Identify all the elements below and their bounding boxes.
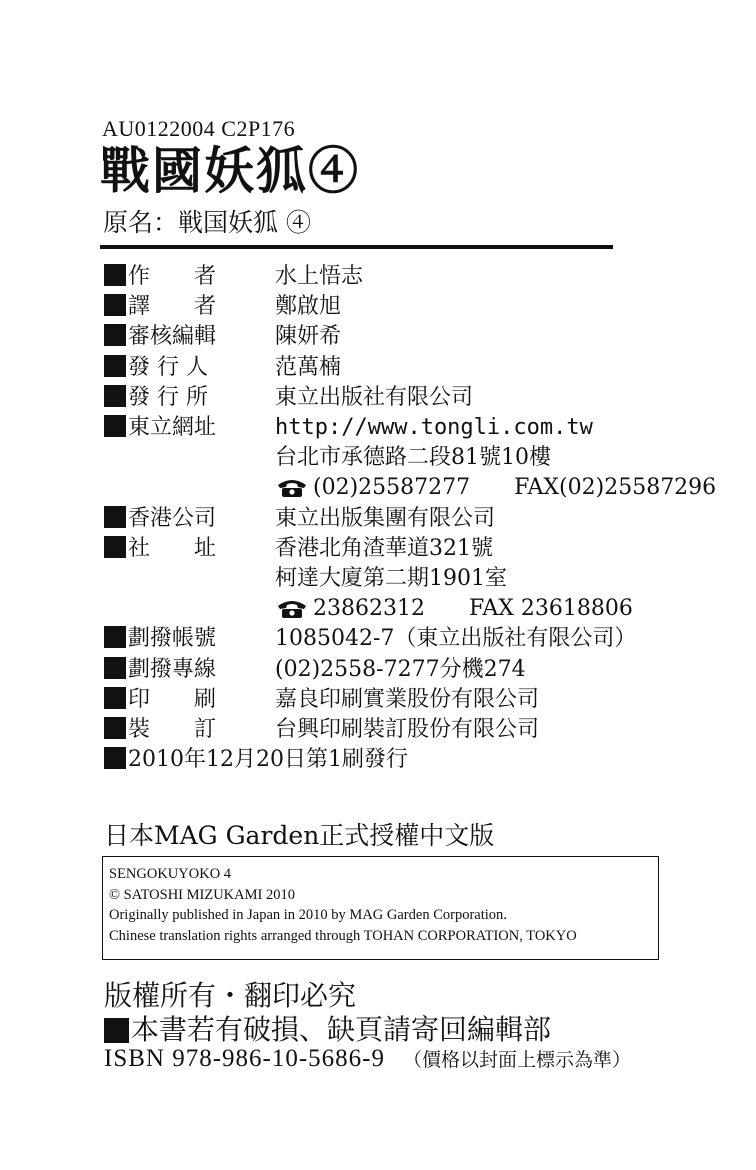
credit-label (104, 745, 408, 775)
credit-value-text: 23862312 FAX 23618806 (313, 596, 633, 622)
credit-value (275, 353, 341, 383)
black-square-icon (104, 626, 126, 648)
credit-value-text: 柯達大廈第二期1901室 (275, 566, 507, 591)
isbn: ISBN 978-986-10-5686-9 (104, 1045, 386, 1072)
credit-value-text: 1085042-7（東立出版社有限公司） (275, 626, 637, 652)
black-square-icon (104, 717, 126, 739)
isbn-row (104, 1045, 631, 1073)
credit-value (275, 413, 593, 443)
credit-value (275, 262, 363, 292)
black-square-icon (104, 415, 126, 437)
credit-value-text: 水上悟志 (275, 264, 364, 289)
credit-label (104, 262, 229, 292)
credit-label (104, 624, 229, 654)
rights-notice: 版權所有・翻印必究 (104, 979, 357, 1012)
black-square-icon (104, 355, 126, 377)
black-square-icon (104, 264, 126, 286)
credit-label (104, 534, 229, 564)
credit-label-text: 審核編輯 (128, 324, 217, 350)
credit-value (275, 504, 495, 534)
black-square-icon (104, 1018, 129, 1043)
book-title: 戰國妖狐④ (100, 141, 360, 200)
price-note: （價格以封面上標示為準） (403, 1049, 632, 1071)
credit-value (275, 443, 551, 473)
copyright-line: © SATOSHI MIZUKAMI 2010 (109, 886, 295, 903)
credit-label (104, 383, 229, 413)
original-title: 原名：戦国妖狐 ④ (103, 208, 311, 237)
black-square-icon (104, 294, 126, 316)
credit-label (104, 715, 229, 745)
product-code: AU0122004 C2P176 (102, 116, 296, 141)
credit-value-text: 東立出版集團有限公司 (275, 505, 496, 531)
credit-value-text: 台興印刷裝訂股份有限公司 (275, 717, 540, 742)
copyright-line: SENGOKUYOKO 4 (109, 866, 232, 882)
credit-value (275, 383, 473, 413)
black-square-icon (104, 385, 126, 407)
credit-value-text: 嘉良印刷實業股份有限公司 (275, 686, 540, 712)
credit-value (275, 715, 539, 745)
credit-label-text: 東立網址 (128, 415, 217, 440)
credit-value-text: http://www.tongli.com.tw (275, 415, 593, 440)
black-square-icon (104, 506, 126, 528)
black-square-icon (104, 747, 126, 769)
credit-value (275, 292, 341, 322)
telephone-icon (275, 597, 309, 619)
credit-value-text: 香港北角渣華道321號 (275, 535, 493, 561)
credit-value-text: (02)25587277 FAX(02)25587296 (313, 475, 717, 501)
credit-value-text: 范萬楠 (275, 354, 342, 380)
black-square-icon (104, 657, 126, 679)
credit-label-text: 2010年12月20日第1刷發行 (128, 747, 408, 773)
credit-label (104, 504, 229, 534)
credit-label-text: 發 行 人 (128, 354, 208, 380)
credit-value-text: 台北市承德路二段81號10樓 (275, 445, 551, 471)
telephone-icon (275, 476, 309, 498)
black-square-icon (104, 536, 126, 558)
title-divider (100, 245, 613, 249)
credit-value (275, 473, 716, 503)
damage-notice: 本書若有破損、缺頁請寄回編輯部 (131, 1013, 552, 1046)
black-square-icon (104, 687, 126, 709)
credit-value-text: 陳妍希 (275, 324, 342, 350)
copyright-line: Originally published in Japan in 2010 by MAG Garden Corporation. (109, 907, 507, 923)
copyright-line: Chinese translation rights arranged through TOHAN CORPORATION, TOKYO (109, 927, 577, 944)
authorization-line: 日本MAG Garden正式授權中文版 (104, 821, 495, 850)
credit-label (104, 353, 229, 383)
credit-label (104, 655, 229, 685)
credit-label-text: 作 者 (128, 264, 217, 289)
credit-label-text: 印 刷 (128, 686, 217, 712)
credit-label-text: 劃撥專線 (128, 656, 217, 682)
credit-value (275, 685, 539, 715)
credit-value-text: 東立出版社有限公司 (275, 384, 474, 410)
credit-value-text: (02)2558-7277分機274 (275, 656, 526, 682)
credit-label-text: 譯 者 (128, 294, 217, 320)
black-square-icon (104, 324, 126, 346)
credit-value (275, 624, 636, 654)
credit-label-text: 香港公司 (128, 505, 217, 531)
credit-label-text: 發 行 所 (128, 384, 208, 410)
credit-label (104, 292, 229, 322)
credit-label-text: 裝 訂 (128, 717, 217, 742)
credit-label (104, 413, 229, 443)
credit-label-text: 劃撥帳號 (128, 626, 217, 652)
credit-value (275, 534, 493, 564)
credit-label (104, 322, 229, 352)
credit-label-text: 社 址 (128, 535, 217, 561)
damage-notice-row (104, 1008, 551, 1048)
copyright-box (102, 856, 659, 960)
credit-label (104, 685, 229, 715)
credit-value-text: 鄭啟旭 (275, 294, 342, 320)
credit-value (275, 322, 341, 352)
credit-value (275, 564, 507, 594)
credit-value (275, 594, 633, 624)
credit-value (275, 655, 526, 685)
